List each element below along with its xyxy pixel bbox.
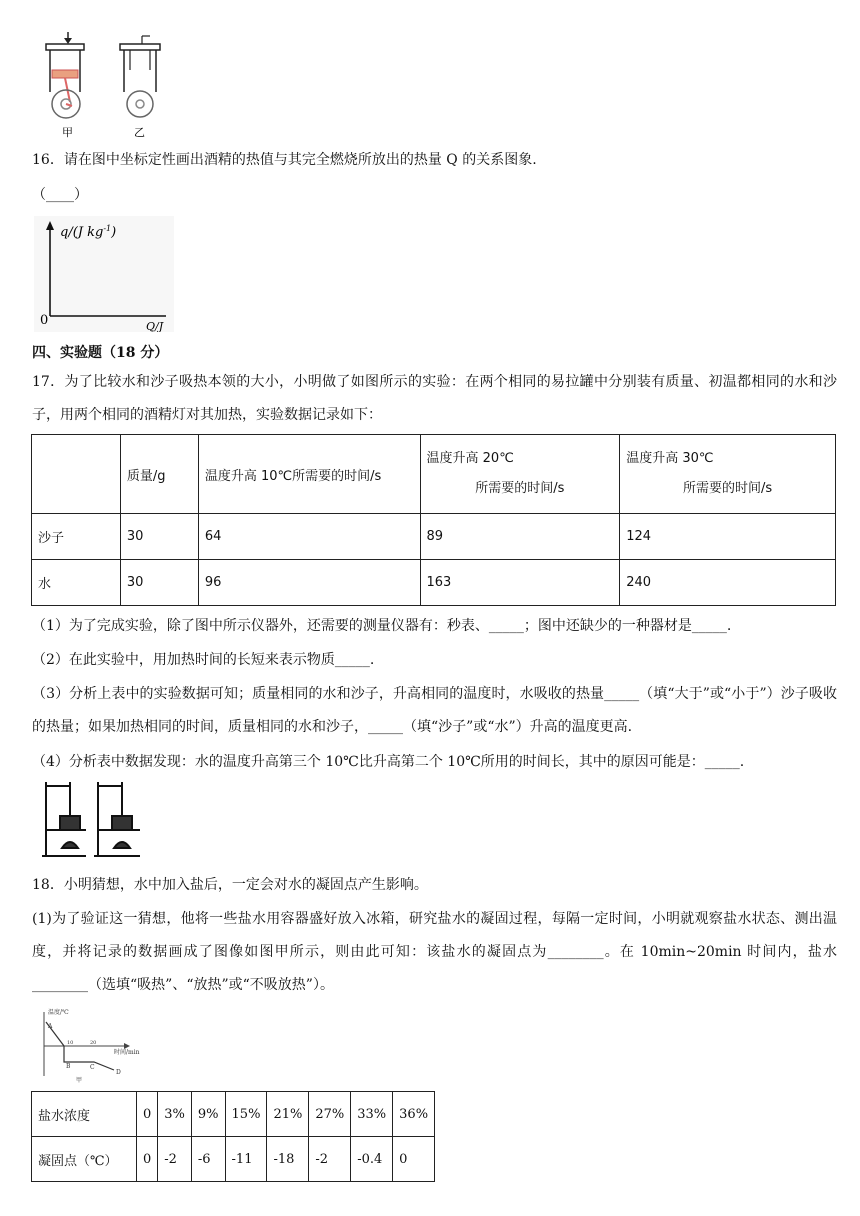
q16-text: 16．请在图中坐标定性画出酒精的热值与其完全燃烧所放出的热量 Q 的关系图象. xyxy=(32,152,537,168)
engine-right-figure xyxy=(120,36,160,117)
table-cell: 30 xyxy=(120,560,198,606)
q17-part-1: （1）为了完成实验，除了图中所示仪器外，还需要的测量仪器有：秒表、_____；图中还缺少的一种器材是_____. xyxy=(32,618,732,634)
table-cell: -11 xyxy=(225,1137,267,1182)
table-cell: 沙子 xyxy=(32,514,121,560)
header-line: 温度升高 20℃ xyxy=(426,451,514,466)
table-cell: 水 xyxy=(32,560,121,606)
table-cell: 36% xyxy=(393,1092,435,1137)
table-cell: 33% xyxy=(351,1092,393,1137)
table-cell: 21% xyxy=(267,1092,309,1137)
q17-part-4: （4）分析表中数据发现：水的温度升高第三个 10℃比升高第二个 10℃所用的时间长，其中的原因可能是：_____. xyxy=(32,754,745,770)
q16-origin-label: 0 xyxy=(40,313,49,328)
q18-part-1: (1)为了验证这一猜想，他将一些盐水用容器盛好放入冰箱，研究盐水的凝固过程，每隔一定时间，小明就观察盐水状态、测出温度，并将记录的数据画成了图像如图甲所示，则由此可知：该盐水的凝固点为________。在 10min~20min 时间内，盐水________（选填“吸热”、“放热”或“不吸放热”）。 xyxy=(32,911,837,993)
table-header-cell xyxy=(620,435,836,514)
q17-part-2: （2）在此实验中，用加热时间的长短来表示物质_____. xyxy=(32,652,375,668)
table-cell: 240 xyxy=(620,560,836,606)
table-header-cell xyxy=(420,435,620,514)
table-cell: -18 xyxy=(267,1137,309,1182)
q18-point-a: A xyxy=(48,1023,53,1030)
table-cell: 15% xyxy=(225,1092,267,1137)
header-line: 温度升高 30℃ xyxy=(626,451,714,466)
q17-part-3: （3）分析上表中的实验数据可知；质量相同的水和沙子，升高相同的温度时，水吸收的热量_____（填“大于”或“小于”）沙子吸收的热量；如果加热相同的时间，质量相同的水和沙子，_____（填“沙子”或“水”）升高的温度更高. xyxy=(32,686,837,735)
q17-data-table xyxy=(31,434,836,606)
table-cell: 64 xyxy=(198,514,420,560)
engine-left-figure xyxy=(46,32,84,118)
table-cell: 30 xyxy=(120,514,198,560)
q18-point-b: B xyxy=(66,1063,71,1070)
table-row xyxy=(32,560,836,606)
q18-cooling-graph xyxy=(34,1006,144,1084)
header-line: 所需要的时间/s xyxy=(683,481,773,496)
q18-point-d: D xyxy=(116,1069,121,1076)
q16-answer-blank: （____） xyxy=(32,187,88,203)
table-cell: 0 xyxy=(137,1137,158,1182)
table-cell: 3% xyxy=(158,1092,192,1137)
engine-left-label: 甲 xyxy=(62,126,73,139)
table-cell: -0.4 xyxy=(351,1137,393,1182)
engine-right-label: 乙 xyxy=(134,126,145,139)
section-title: 四、实验题（18 分） xyxy=(32,345,169,361)
table-header-cell: 质量/g xyxy=(120,435,198,514)
table-cell: 9% xyxy=(191,1092,225,1137)
table-cell: 27% xyxy=(309,1092,351,1137)
table-cell: 163 xyxy=(420,560,620,606)
table-cell: -2 xyxy=(158,1137,192,1182)
q16-y-label: q/(J $kg^{-1}$) xyxy=(60,224,117,240)
table-header-cell: 温度升高 10℃所需要的时间/s xyxy=(198,435,420,514)
table-cell: 89 xyxy=(420,514,620,560)
table-cell: 96 xyxy=(198,560,420,606)
table-cell: 0 xyxy=(393,1137,435,1182)
q18-graph-caption: 甲 xyxy=(76,1077,83,1084)
table-header-row xyxy=(32,435,836,514)
header-line: 所需要的时间/s xyxy=(475,481,565,496)
table-row xyxy=(32,1137,435,1182)
table-cell: 凝固点（℃） xyxy=(32,1137,137,1182)
table-header-cell xyxy=(32,435,121,514)
q18-data-table xyxy=(31,1091,435,1182)
q16-axes-graph xyxy=(34,216,174,332)
table-cell: -2 xyxy=(309,1137,351,1182)
table-cell: 盐水浓度 xyxy=(32,1092,137,1137)
table-cell: 0 xyxy=(137,1092,158,1137)
table-cell: -6 xyxy=(191,1137,225,1182)
table-row xyxy=(32,514,836,560)
q18-point-c: C xyxy=(90,1064,95,1071)
table-row xyxy=(32,1092,435,1137)
q18-y-label: 温度/℃ xyxy=(48,1009,69,1016)
q16-x-label: Q/J xyxy=(146,320,164,332)
q18-intro: 18．小明猜想，水中加入盐后，一定会对水的凝固点产生影响。 xyxy=(32,877,428,893)
q18-tick-10: 10 xyxy=(67,1040,74,1046)
table-cell: 124 xyxy=(620,514,836,560)
q18-tick-20: 20 xyxy=(90,1040,97,1046)
q17-apparatus-figure xyxy=(40,778,150,862)
engine-diagram xyxy=(40,30,170,142)
q18-x-label: 时间/min xyxy=(114,1049,140,1056)
q17-intro: 17．为了比较水和沙子吸热本领的大小，小明做了如图所示的实验：在两个相同的易拉罐中分别装有质量、初温都相同的水和沙子，用两个相同的酒精灯对其加热，实验数据记录如下： xyxy=(32,374,837,423)
